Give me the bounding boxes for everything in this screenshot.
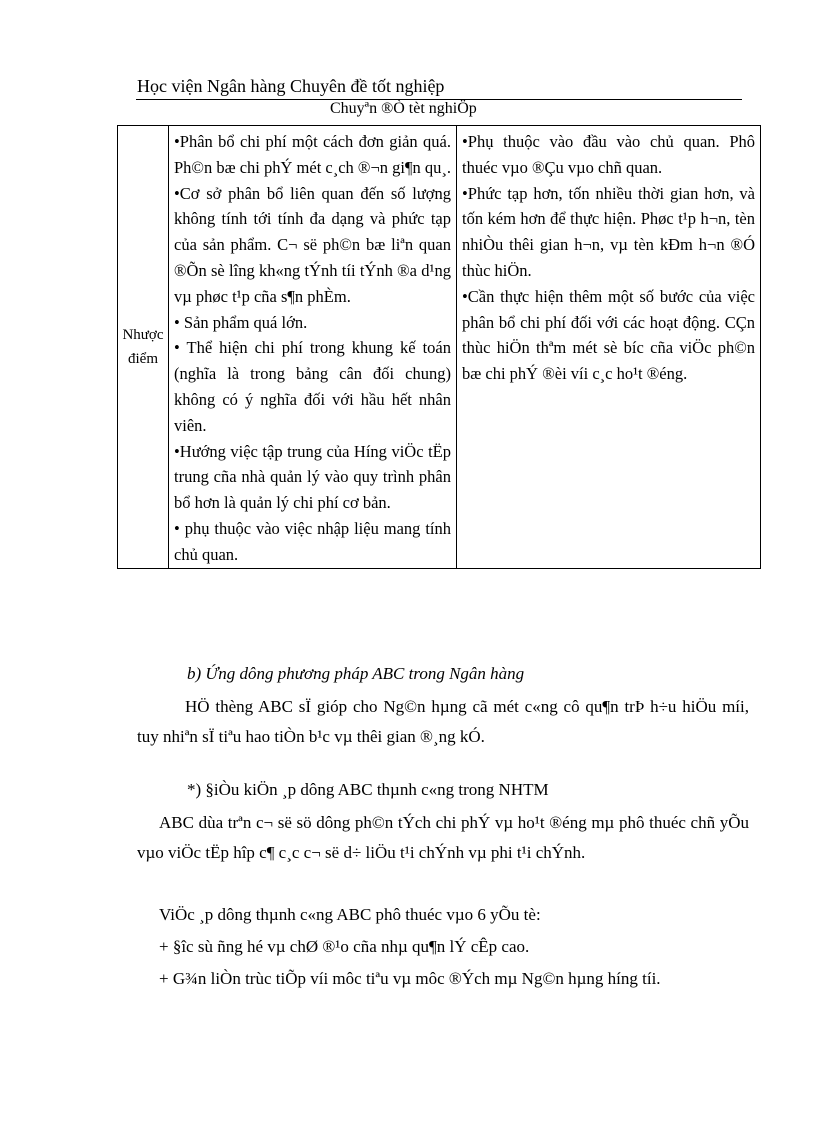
- list-item: • Sản phẩm quá lớn.: [174, 312, 308, 332]
- disadvantages-cell-right: [457, 126, 761, 569]
- paragraph: ABC dùa trªn c¬ së sö dông ph©n tÝch chi phÝ vµ ho¹t ®éng mµ phô thuéc chñ yÕu vµo viÖc tËp hîp c¶ c¸c c¬ së d÷ liÖu t¹i chÝnh vµ phi t¹i chÝnh.: [137, 813, 749, 862]
- list-item: • phụ thuộc vào việc nhập liệu mang tính chủ quan.: [174, 518, 451, 564]
- list-item: •Phụ thuộc vào đầu vào chủ quan. Phô thuéc vµo ®Çu vµo chñ quan.: [462, 132, 755, 177]
- header-garbled-text: Chuyªn ®Ò tèt nghiÖp: [330, 100, 477, 117]
- subsection-title: *) §iÒu kiÖn ¸p dông ABC thµnh c«ng trong NHTM: [187, 780, 549, 799]
- list-item: •Phức tạp hơn, tốn nhiều thời gian hơn, và tốn kém hơn để thực hiện. Phøc t¹p h¬n, tèn nhiÒu thêi gian h¬n, vµ tèn kÐm h¬n ®Ó thùc hiÖn.: [462, 183, 755, 280]
- disadvantages-cell-left: [169, 126, 457, 569]
- text-line: + G¾n liÒn trùc tiÕp víi môc tiªu vµ môc ®Ých mµ Ng©n hµng híng tíi.: [159, 969, 661, 988]
- section-title: b) Ứng dông phương pháp ABC trong Ngân hàng: [187, 664, 525, 683]
- text-line: + §îc sù ñng hé vµ chØ ®¹o cña nhµ qu¶n lÝ cÊp cao.: [159, 937, 530, 956]
- list-item: •Phân bổ chi phí một cách đơn giản quá. Ph©n bæ chi phÝ mét c¸ch ®¬n gi¶n qu¸.: [174, 132, 451, 177]
- list-item: • Thể hiện chi phí trong khung kế toán (nghĩa là trong bảng cân đối chung) không có ý nghĩa đối với hầu hết nhân viên.: [174, 338, 451, 435]
- paragraph: HÖ thèng ABC sÏ gióp cho Ng©n hµng cã mét c«ng cô qu¶n trÞ h÷u hiÖu míi, tuy nhiªn sÏ tiªu hao tiÒn b¹c vµ thêi gian ®¸ng kÓ.: [137, 697, 749, 746]
- list-item: •Cơ sở phân bổ liên quan đến số lượng không tính tới tính đa dạng và phức tạp của sản phẩm. C¬ së ph©n bæ liªn quan ®Õn sè lîng kh«ng tÝnh tíi tÝnh ®a d¹ng vµ phøc t¹p cña s¶n phÈm.: [174, 183, 451, 306]
- comparison-table: [117, 125, 761, 569]
- row-label: Nhược điểm: [118, 126, 169, 569]
- list-item: •Hướng việc tập trung của Híng viÖc tËp trung cña nhà quản lý vào quy trình phân bổ hơn là quản lý chi phí cơ bản.: [174, 441, 451, 513]
- list-item: •Cần thực hiện thêm một số bước của việc phân bổ chi phí đối với các hoạt động. CÇn thùc hiÖn thªm mét sè bíc cña viÖc ph©n bæ chi phÝ ®èi víi c¸c ho¹t ®éng.: [462, 286, 755, 384]
- running-header: Học viện Ngân hàng Chuyên đề tốt nghiệp: [137, 76, 445, 96]
- text-line: ViÖc ¸p dông thµnh c«ng ABC phô thuéc vµo 6 yÕu tè:: [159, 905, 541, 924]
- table-row: [118, 126, 761, 569]
